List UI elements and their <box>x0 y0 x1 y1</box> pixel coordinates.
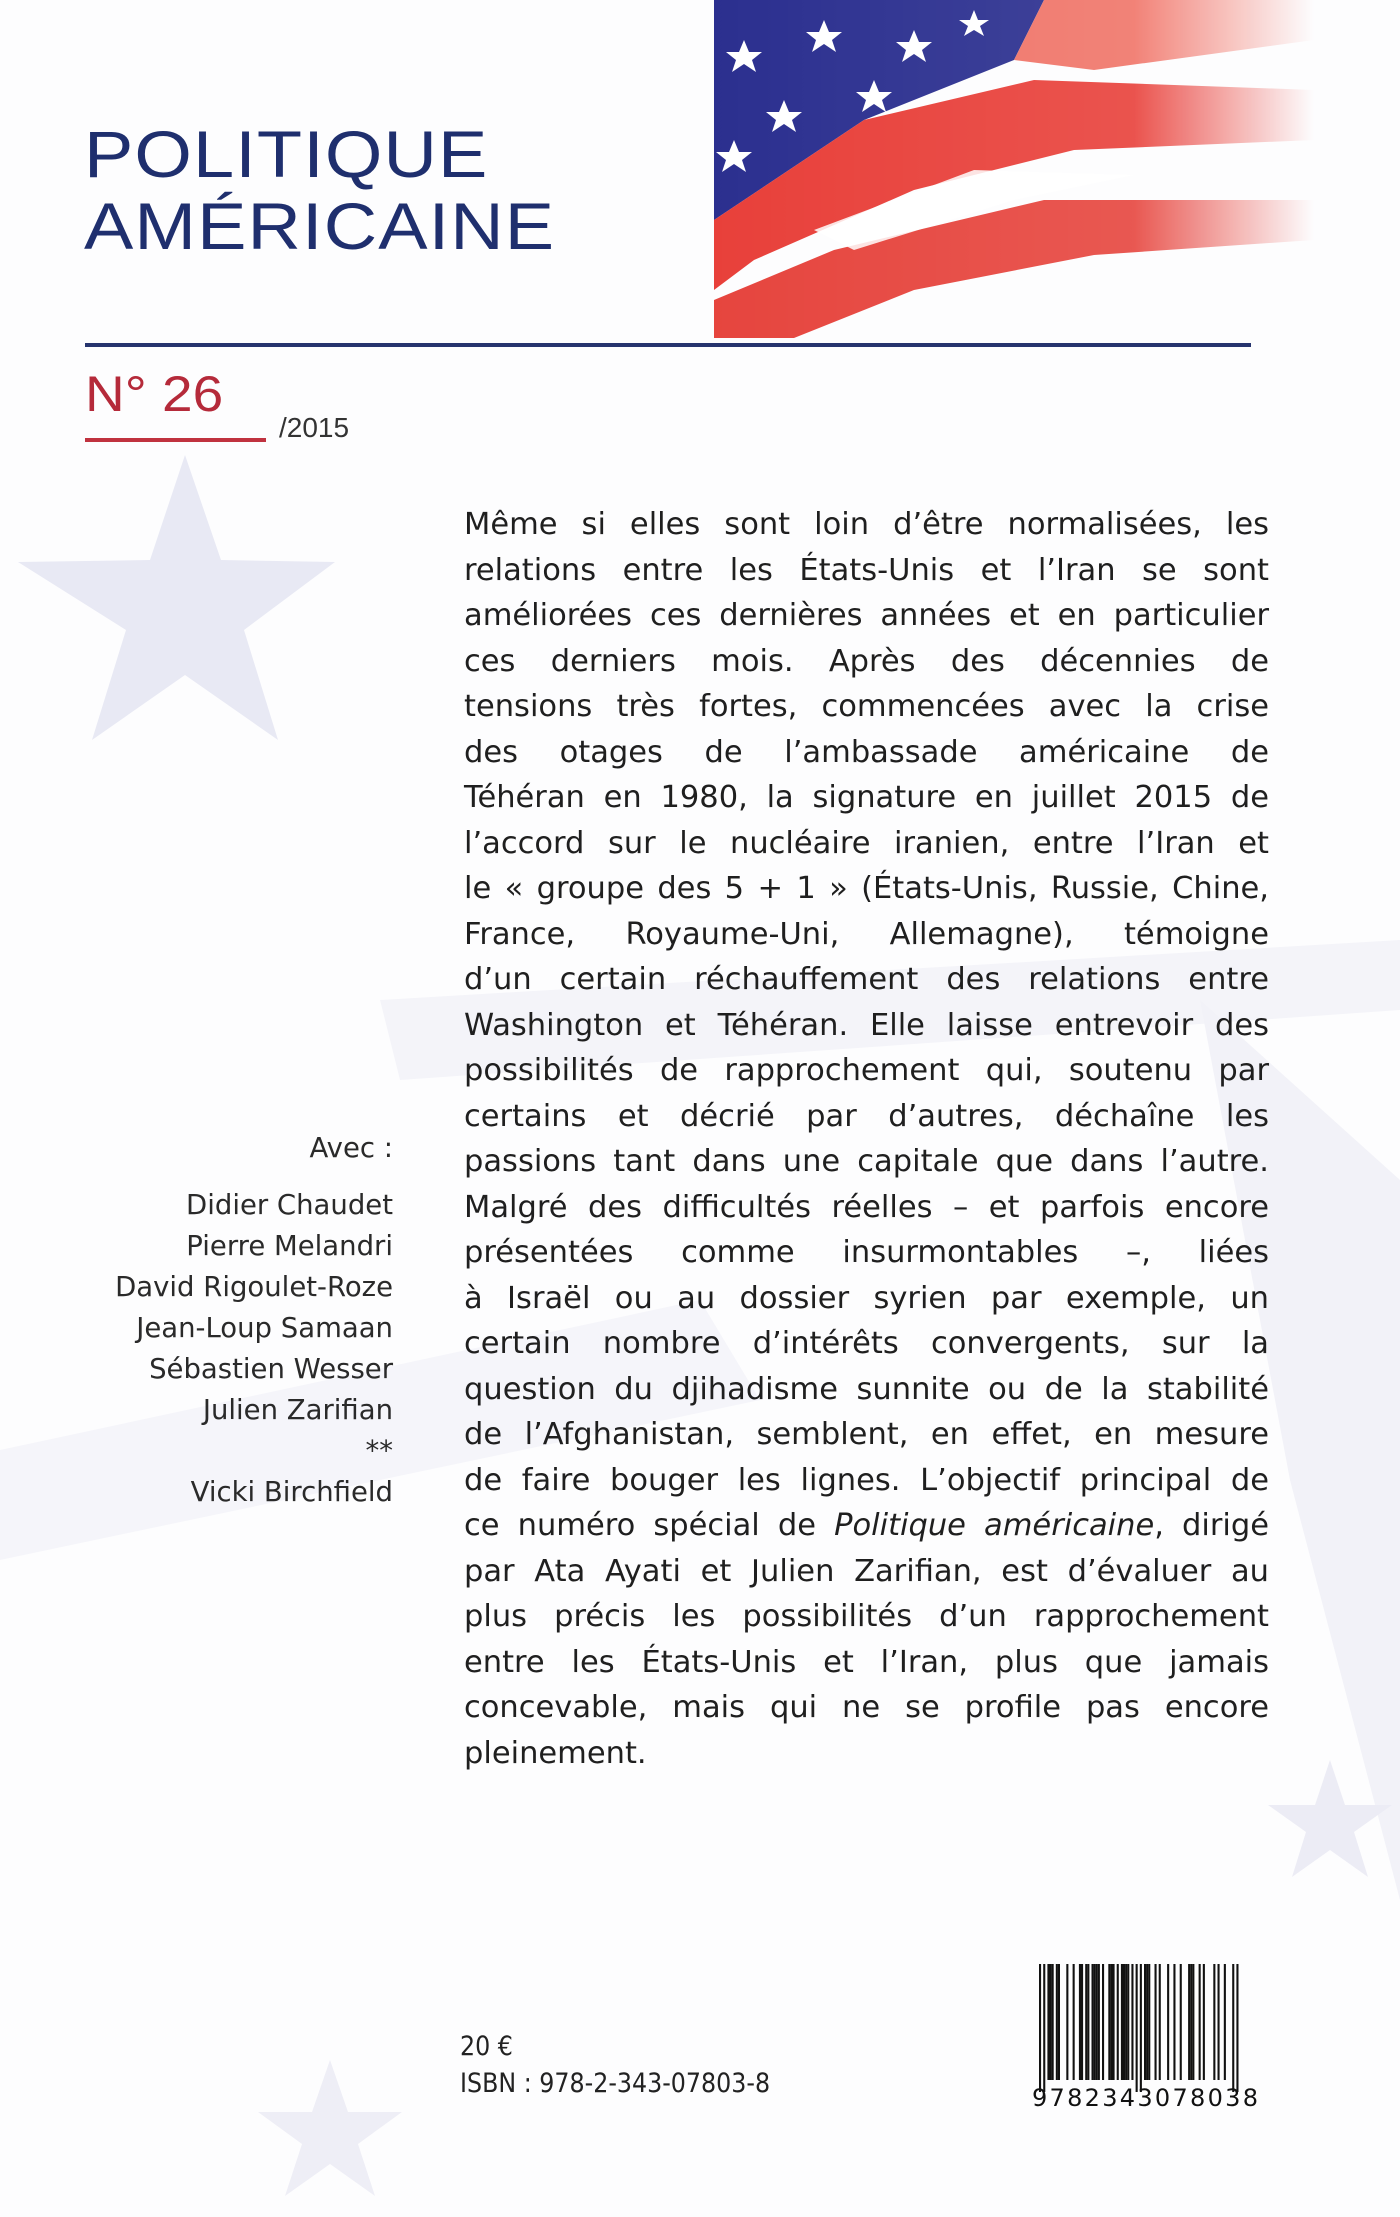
summary-line: des otages de l’ambassade américaine de <box>464 734 1269 770</box>
summary-line: tensions très fortes, commencées avec la crise <box>464 689 1269 724</box>
barcode-bar <box>1117 1964 1119 2080</box>
barcode-bar <box>1079 1964 1081 2080</box>
journal-title <box>84 118 555 262</box>
barcode-bar <box>1140 1964 1142 2092</box>
summary-line: ces derniers mois. Après des décennies de <box>464 643 1269 679</box>
barcode-bar <box>1192 1964 1194 2080</box>
barcode-bar <box>1159 1964 1161 2080</box>
barcode-bar <box>1155 1964 1157 2080</box>
barcode-bar <box>1050 1964 1052 2080</box>
barcode-bar <box>1098 1964 1100 2080</box>
summary-line: passions tant dans une capitale que dans l’autre. <box>464 1144 1269 1179</box>
isbn: ISBN : 978-2-343-07803-8 <box>460 2068 771 2099</box>
barcode-bar <box>1190 1964 1192 2080</box>
contributor-name: ** <box>365 1435 393 1467</box>
summary-line: certain nombre d’intérêts convergents, sur la <box>464 1326 1269 1361</box>
issue-number: N° 26 <box>85 366 224 422</box>
barcode-bar <box>1085 1964 1087 2080</box>
barcode-bar <box>1108 1964 1110 2080</box>
summary-line: possibilités de rapprochement qui, soutenu par <box>464 1053 1269 1088</box>
summary-line: le « groupe des 5 + 1 » (États-Unis, Russie, Chine, <box>464 871 1269 906</box>
barcode-bar <box>1224 1964 1226 2080</box>
faint-star-icon <box>18 455 335 740</box>
barcode-bar <box>1092 1964 1094 2080</box>
summary-line: améliorées ces dernières années et en particulier <box>464 598 1269 633</box>
summary-line: plus précis les possibilités d’un rapprochement <box>464 1599 1269 1634</box>
summary-line: présentées comme insurmontables –, liées <box>464 1235 1269 1270</box>
summary-line: à Israël ou au dossier syrien par exemple, un <box>464 1280 1269 1316</box>
barcode-bar <box>1121 1964 1123 2080</box>
summary-line: par Ata Ayati et Julien Zarifian, est d’évaluer au <box>464 1553 1269 1589</box>
summary-line: concevable, mais qui ne se profile pas encore <box>464 1690 1269 1725</box>
barcode-bar <box>1096 1964 1098 2080</box>
barcode-bar <box>1094 1964 1096 2080</box>
contributor-name: Pierre Melandri <box>186 1230 393 1262</box>
issue-year: /2015 <box>279 412 350 443</box>
barcode-bar <box>1056 1964 1058 2080</box>
contributors-list <box>115 1128 393 1513</box>
journal-name-italic: Politique américaine <box>834 1508 1155 1543</box>
barcode-bar <box>1110 1964 1112 2080</box>
contributor-name: Sébastien Wesser <box>149 1353 393 1385</box>
summary-line: de faire bouger les lignes. L’objectif principal de <box>464 1462 1269 1498</box>
contributor-name: Julien Zarifian <box>202 1394 393 1426</box>
barcode-bar <box>1213 1964 1215 2080</box>
title-line-1: POLITIQUE <box>84 117 489 191</box>
american-flag-illustration <box>714 0 1314 338</box>
barcode-digits: 9782343078038 <box>1032 2084 1258 2109</box>
summary-line: Malgré des difficultés réelles – et parfois encore <box>464 1189 1269 1225</box>
isbn-barcode <box>1025 1964 1265 2109</box>
barcode-bar <box>1232 1964 1234 2092</box>
summary-line: d’un certain réchauffement des relations entre <box>464 962 1269 997</box>
contributor-name: Didier Chaudet <box>186 1189 393 1221</box>
contributor-name: Jean-Loup Samaan <box>136 1312 393 1344</box>
barcode-bar <box>1180 1964 1182 2080</box>
barcode-bar <box>1043 1964 1045 2092</box>
faint-star-icon <box>258 2060 402 2196</box>
summary-text <box>464 502 1269 1776</box>
issue-underline <box>85 438 266 442</box>
barcode-bar <box>1218 1964 1220 2080</box>
barcode-bar <box>1236 1964 1238 2092</box>
price: 20 € <box>460 2031 513 2062</box>
barcode-bar <box>1073 1964 1075 2080</box>
barcode-bar <box>1146 1964 1148 2080</box>
barcode-bar <box>1058 1964 1060 2080</box>
summary-line: question du djihadisme sunnite ou de la stabilité <box>464 1371 1269 1407</box>
barcode-bar <box>1066 1964 1068 2080</box>
barcode-bar <box>1136 1964 1138 2092</box>
summary-line <box>464 1503 1269 1549</box>
summary-text-fragment: ce numéro spécial de <box>464 1508 835 1543</box>
summary-text-fragment: , dirigé <box>1154 1508 1269 1543</box>
summary-line: relations entre les États-Unis et l’Iran se sont <box>464 552 1269 588</box>
summary-line: Téhéran en 1980, la signature en juillet 2015 de <box>464 780 1269 815</box>
barcode-bar <box>1148 1964 1150 2080</box>
title-line-2: AMÉRICAINE <box>84 189 556 263</box>
header-divider <box>85 343 1251 347</box>
barcode-bar <box>1188 1964 1190 2080</box>
barcode-bar <box>1125 1964 1127 2080</box>
barcode-bar <box>1087 1964 1089 2080</box>
barcode-bar <box>1203 1964 1205 2080</box>
barcode-bar <box>1039 1964 1041 2092</box>
summary-line: de l’Afghanistan, semblent, en effet, en mesure <box>464 1417 1269 1452</box>
contributor-name: David Rigoulet-Roze <box>115 1271 393 1303</box>
barcode-bar <box>1173 1964 1175 2080</box>
barcode-bar <box>1113 1964 1115 2080</box>
summary-line: Washington et Téhéran. Elle laisse entrevoir des <box>464 1007 1269 1043</box>
summary-line: pleinement. <box>464 1735 647 1771</box>
summary-line: l’accord sur le nucléaire iranien, entre l’Iran et <box>464 825 1269 861</box>
barcode-bar <box>1081 1964 1083 2080</box>
summary-line: entre les États-Unis et l’Iran, plus que jamais <box>464 1644 1269 1680</box>
barcode-bar <box>1052 1964 1054 2080</box>
summary-line: certains et décrié par d’autres, déchaîne les <box>464 1098 1269 1134</box>
price-isbn-block <box>460 2028 770 2102</box>
contributor-name: Vicki Birchfield <box>190 1476 393 1508</box>
barcode-bar <box>1047 1964 1049 2080</box>
barcode-bar <box>1167 1964 1169 2080</box>
summary-line: France, Royaume-Uni, Allemagne), témoigne <box>464 916 1269 952</box>
summary-line: Même si elles sont loin d’être normalisées, les <box>464 507 1269 542</box>
barcode-bar <box>1123 1964 1125 2080</box>
barcode-bar <box>1102 1964 1104 2080</box>
barcode-bar <box>1127 1964 1129 2080</box>
contributors-heading: Avec : <box>309 1132 393 1164</box>
barcode-bar <box>1131 1964 1133 2080</box>
barcode-bar <box>1199 1964 1201 2080</box>
barcode-bar <box>1144 1964 1146 2080</box>
